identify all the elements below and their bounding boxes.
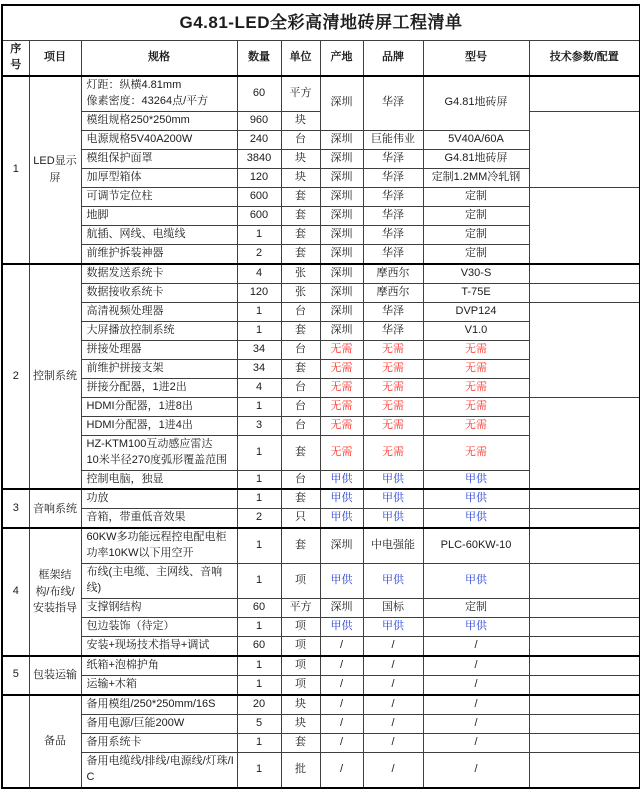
table-row [2, 752, 640, 787]
origin-cell: 深圳 [320, 187, 363, 206]
model-cell: 无需 [423, 416, 529, 435]
unit-cell: 套 [281, 225, 320, 244]
brand-cell: 甲供 [363, 489, 423, 508]
tech-cell [529, 675, 640, 694]
origin-cell: 无需 [320, 397, 363, 416]
model-cell: 甲供 [423, 618, 529, 637]
unit-cell: 项 [281, 637, 320, 656]
model-cell: V30-S [423, 264, 529, 283]
spec-cell: 前维护拆装神器 [81, 244, 237, 263]
qty-cell: 34 [237, 340, 281, 359]
qty-cell: 1 [237, 321, 281, 340]
table-row [2, 675, 640, 694]
column-header-6: 品牌 [363, 41, 423, 76]
brand-cell: 华泽 [363, 244, 423, 263]
table-body [2, 76, 640, 788]
brand-cell: / [363, 637, 423, 656]
seq-cell: 2 [2, 264, 29, 490]
origin-cell: 深圳 [320, 302, 363, 321]
spec-cell: 加厚型箱体 [81, 168, 237, 187]
origin-cell: 深圳 [320, 321, 363, 340]
brand-cell: 无需 [363, 340, 423, 359]
unit-cell: 张 [281, 283, 320, 302]
origin-cell: / [320, 714, 363, 733]
origin-cell: 深圳 [320, 264, 363, 283]
origin-cell: 无需 [320, 340, 363, 359]
model-cell: G4.81地砖屏 [423, 76, 529, 130]
model-cell: 无需 [423, 397, 529, 416]
spec-cell: 模组规格250*250mm [81, 111, 237, 130]
unit-cell: 台 [281, 378, 320, 397]
column-header-1: 项目 [29, 41, 81, 76]
model-cell: 定制 [423, 206, 529, 225]
spec-cell: 拼接处理器 [81, 340, 237, 359]
seq-cell: 5 [2, 656, 29, 695]
origin-cell: / [320, 656, 363, 675]
title-row [2, 5, 640, 41]
brand-cell: 华泽 [363, 149, 423, 168]
model-cell: / [423, 695, 529, 714]
model-cell: 甲供 [423, 509, 529, 528]
table-row [2, 397, 640, 416]
origin-cell: 深圳 [320, 244, 363, 263]
unit-cell: 平方 [281, 76, 320, 111]
brand-cell: 华泽 [363, 206, 423, 225]
spec-cell: 包边装饰（待定） [81, 618, 237, 637]
qty-cell: 1 [237, 225, 281, 244]
tech-cell [529, 397, 640, 489]
brand-cell: 甲供 [363, 564, 423, 599]
qty-cell: 1 [237, 564, 281, 599]
tech-cell [529, 509, 640, 528]
unit-cell: 套 [281, 733, 320, 752]
table-row [2, 714, 640, 733]
qty-cell: 600 [237, 187, 281, 206]
model-cell: 甲供 [423, 470, 529, 489]
spec-cell: 前维护拼接支架 [81, 359, 237, 378]
unit-cell: 台 [281, 470, 320, 489]
brand-cell: 甲供 [363, 470, 423, 489]
unit-cell: 台 [281, 397, 320, 416]
origin-cell: 甲供 [320, 564, 363, 599]
spec-cell: 音箱，带重低音效果 [81, 509, 237, 528]
origin-cell: 无需 [320, 416, 363, 435]
column-header-7: 型号 [423, 41, 529, 76]
brand-cell: 华泽 [363, 302, 423, 321]
qty-cell: 240 [237, 130, 281, 149]
unit-cell: 平方 [281, 599, 320, 618]
brand-cell: 华泽 [363, 168, 423, 187]
unit-cell: 套 [281, 187, 320, 206]
brand-cell: 无需 [363, 435, 423, 470]
origin-cell: 深圳 [320, 168, 363, 187]
column-header-5: 产地 [320, 41, 363, 76]
origin-cell: / [320, 637, 363, 656]
model-cell: DVP124 [423, 302, 529, 321]
model-cell: 无需 [423, 435, 529, 470]
origin-cell: / [320, 733, 363, 752]
origin-cell: / [320, 695, 363, 714]
origin-cell: 甲供 [320, 618, 363, 637]
item-cell: LED显示屏 [29, 76, 81, 264]
spec-cell: 拼接分配器，1进2出 [81, 378, 237, 397]
qty-cell: 1 [237, 528, 281, 563]
model-cell: 定制 [423, 225, 529, 244]
tech-cell [529, 264, 640, 283]
column-header-2: 规格 [81, 41, 237, 76]
origin-cell: 深圳 [320, 528, 363, 563]
tech-cell [529, 564, 640, 599]
brand-cell: / [363, 733, 423, 752]
brand-cell: 无需 [363, 397, 423, 416]
spec-cell: 数据接收系统卡 [81, 283, 237, 302]
spec-cell: 可调节定位柱 [81, 187, 237, 206]
tech-cell [529, 752, 640, 787]
spec-cell: 地脚 [81, 206, 237, 225]
table-row [2, 599, 640, 618]
qty-cell: 60 [237, 637, 281, 656]
spec-cell: 纸箱+泡棉护角 [81, 656, 237, 675]
spec-cell: 数据发送系统卡 [81, 264, 237, 283]
table-row [2, 489, 640, 508]
model-cell: 甲供 [423, 489, 529, 508]
qty-cell: 4 [237, 264, 281, 283]
qty-cell: 1 [237, 733, 281, 752]
tech-cell [529, 528, 640, 563]
unit-cell: 只 [281, 509, 320, 528]
brand-cell: 巨能伟业 [363, 130, 423, 149]
origin-cell: 深圳 [320, 206, 363, 225]
model-cell: T-75E [423, 283, 529, 302]
origin-cell: 深圳 [320, 149, 363, 168]
qty-cell: 1 [237, 675, 281, 694]
table-row [2, 564, 640, 599]
model-cell: / [423, 752, 529, 787]
spec-cell: 高清视频处理器 [81, 302, 237, 321]
origin-cell: 深圳 [320, 283, 363, 302]
model-cell: / [423, 637, 529, 656]
tech-cell [529, 302, 640, 397]
model-cell: V1.0 [423, 321, 529, 340]
spec-cell: 安装+现场技术指导+调试 [81, 637, 237, 656]
origin-cell: 甲供 [320, 489, 363, 508]
page-title: G4.81-LED全彩高清地砖屏工程清单 [2, 5, 640, 41]
unit-cell: 批 [281, 752, 320, 787]
origin-cell: 深圳 [320, 76, 363, 130]
unit-cell: 块 [281, 695, 320, 714]
model-cell: 定制1.2MM冷轧钢 [423, 168, 529, 187]
model-cell: PLC-60KW-10 [423, 528, 529, 563]
origin-cell: 无需 [320, 378, 363, 397]
origin-cell: 甲供 [320, 470, 363, 489]
brand-cell: 华泽 [363, 187, 423, 206]
brand-cell: / [363, 656, 423, 675]
qty-cell: 20 [237, 695, 281, 714]
column-header-8: 技术参数/配置 [529, 41, 640, 76]
spec-cell: 功放 [81, 489, 237, 508]
qty-cell: 1 [237, 302, 281, 321]
qty-cell: 1 [237, 752, 281, 787]
qty-cell: 5 [237, 714, 281, 733]
item-cell: 框架结构/布线/安装指导 [29, 528, 81, 656]
column-header-3: 数量 [237, 41, 281, 76]
unit-cell: 项 [281, 564, 320, 599]
spec-cell: 航插、网线、电缆线 [81, 225, 237, 244]
table-row [2, 656, 640, 675]
item-cell: 备品 [29, 695, 81, 788]
unit-cell: 项 [281, 618, 320, 637]
spec-cell: 备用电缆线/排线/电源线/灯珠/IC [81, 752, 237, 787]
qty-cell: 60 [237, 599, 281, 618]
unit-cell: 块 [281, 168, 320, 187]
spec-cell: 布线(主电缆、主网线、音响线) [81, 564, 237, 599]
qty-cell: 3840 [237, 149, 281, 168]
origin-cell: 甲供 [320, 509, 363, 528]
origin-cell: / [320, 752, 363, 787]
model-cell: / [423, 714, 529, 733]
qty-cell: 1 [237, 470, 281, 489]
brand-cell: 华泽 [363, 321, 423, 340]
seq-cell: 3 [2, 489, 29, 528]
table-row [2, 695, 640, 714]
brand-cell: 摩西尔 [363, 264, 423, 283]
seq-cell [2, 695, 29, 788]
origin-cell: / [320, 675, 363, 694]
tech-cell [529, 637, 640, 656]
qty-cell: 3 [237, 416, 281, 435]
brand-cell: 摩西尔 [363, 283, 423, 302]
qty-cell: 1 [237, 618, 281, 637]
model-cell: 无需 [423, 378, 529, 397]
unit-cell: 张 [281, 264, 320, 283]
model-cell: 定制 [423, 187, 529, 206]
model-cell: 甲供 [423, 564, 529, 599]
qty-cell: 120 [237, 168, 281, 187]
origin-cell: 无需 [320, 435, 363, 470]
qty-cell: 1 [237, 397, 281, 416]
table-row [2, 264, 640, 283]
spec-cell: 大屏播放控制系统 [81, 321, 237, 340]
spec-cell: 60KW多功能远程控电配电柜 功率10KW以下用空开 [81, 528, 237, 563]
unit-cell: 台 [281, 416, 320, 435]
unit-cell: 套 [281, 435, 320, 470]
spec-cell: 运输+木箱 [81, 675, 237, 694]
qty-cell: 120 [237, 283, 281, 302]
qty-cell: 1 [237, 435, 281, 470]
table-row [2, 618, 640, 637]
seq-cell: 1 [2, 76, 29, 264]
table-row [2, 528, 640, 563]
table-row [2, 733, 640, 752]
unit-cell: 套 [281, 359, 320, 378]
unit-cell: 项 [281, 656, 320, 675]
tech-cell [529, 489, 640, 508]
tech-cell [529, 283, 640, 302]
spec-cell: 备用系统卡 [81, 733, 237, 752]
tech-cell [529, 714, 640, 733]
unit-cell: 项 [281, 675, 320, 694]
spec-cell: 模组保护面罩 [81, 149, 237, 168]
model-cell: 定制 [423, 599, 529, 618]
table-row [2, 509, 640, 528]
model-cell: / [423, 675, 529, 694]
qty-cell: 1 [237, 489, 281, 508]
spec-cell: HDMI分配器，1进4出 [81, 416, 237, 435]
brand-cell: 华泽 [363, 225, 423, 244]
table-row [2, 187, 640, 206]
unit-cell: 块 [281, 111, 320, 130]
unit-cell: 块 [281, 714, 320, 733]
qty-cell: 960 [237, 111, 281, 130]
spec-cell: 灯距：纵横4.81mm 像素密度：43264点/平方 [81, 76, 237, 111]
spec-cell: 备用模组/250*250mm/16S [81, 695, 237, 714]
brand-cell: 华泽 [363, 76, 423, 130]
origin-cell: 深圳 [320, 225, 363, 244]
brand-cell: 无需 [363, 416, 423, 435]
spec-cell: HZ-KTM100互动感应雷达 10米半径270度弧形覆盖范围 [81, 435, 237, 470]
qty-cell: 2 [237, 509, 281, 528]
brand-cell: / [363, 675, 423, 694]
origin-cell: 深圳 [320, 130, 363, 149]
spec-cell: 支撑钢结构 [81, 599, 237, 618]
unit-cell: 套 [281, 489, 320, 508]
engineering-list-table [1, 4, 640, 789]
item-cell: 控制系统 [29, 264, 81, 490]
qty-cell: 60 [237, 76, 281, 111]
tech-cell [529, 695, 640, 714]
model-cell: 5V40A/60A [423, 130, 529, 149]
spec-cell: 控制电脑，独显 [81, 470, 237, 489]
brand-cell: 中电强能 [363, 528, 423, 563]
brand-cell: 国标 [363, 599, 423, 618]
unit-cell: 套 [281, 244, 320, 263]
unit-cell: 套 [281, 321, 320, 340]
unit-cell: 块 [281, 149, 320, 168]
tech-cell [529, 76, 640, 111]
unit-cell: 台 [281, 302, 320, 321]
column-header-0: 序号 [2, 41, 29, 76]
item-cell: 音响系统 [29, 489, 81, 528]
brand-cell: 甲供 [363, 618, 423, 637]
header-row [2, 41, 640, 76]
tech-cell [529, 618, 640, 637]
item-cell: 包装运输 [29, 656, 81, 695]
unit-cell: 台 [281, 340, 320, 359]
unit-cell: 台 [281, 130, 320, 149]
table-row [2, 76, 640, 111]
qty-cell: 2 [237, 244, 281, 263]
unit-cell: 套 [281, 206, 320, 225]
model-cell: / [423, 656, 529, 675]
qty-cell: 1 [237, 656, 281, 675]
model-cell: 无需 [423, 340, 529, 359]
tech-cell [529, 599, 640, 618]
qty-cell: 34 [237, 359, 281, 378]
qty-cell: 4 [237, 378, 281, 397]
brand-cell: 甲供 [363, 509, 423, 528]
unit-cell: 套 [281, 528, 320, 563]
tech-cell [529, 111, 640, 187]
brand-cell: 无需 [363, 359, 423, 378]
table-row [2, 283, 640, 302]
seq-cell: 4 [2, 528, 29, 656]
brand-cell: / [363, 695, 423, 714]
brand-cell: 无需 [363, 378, 423, 397]
table-row [2, 637, 640, 656]
brand-cell: / [363, 714, 423, 733]
spec-cell: 电源规格5V40A200W [81, 130, 237, 149]
model-cell: G4.81地砖屏 [423, 149, 529, 168]
model-cell: 定制 [423, 244, 529, 263]
tech-cell [529, 656, 640, 675]
tech-cell [529, 733, 640, 752]
spec-cell: 备用电源/巨能200W [81, 714, 237, 733]
origin-cell: 深圳 [320, 599, 363, 618]
spec-cell: HDMI分配器，1进8出 [81, 397, 237, 416]
tech-cell [529, 187, 640, 263]
brand-cell: / [363, 752, 423, 787]
column-header-4: 单位 [281, 41, 320, 76]
origin-cell: 无需 [320, 359, 363, 378]
table-row [2, 302, 640, 321]
qty-cell: 600 [237, 206, 281, 225]
model-cell: 无需 [423, 359, 529, 378]
model-cell: / [423, 733, 529, 752]
